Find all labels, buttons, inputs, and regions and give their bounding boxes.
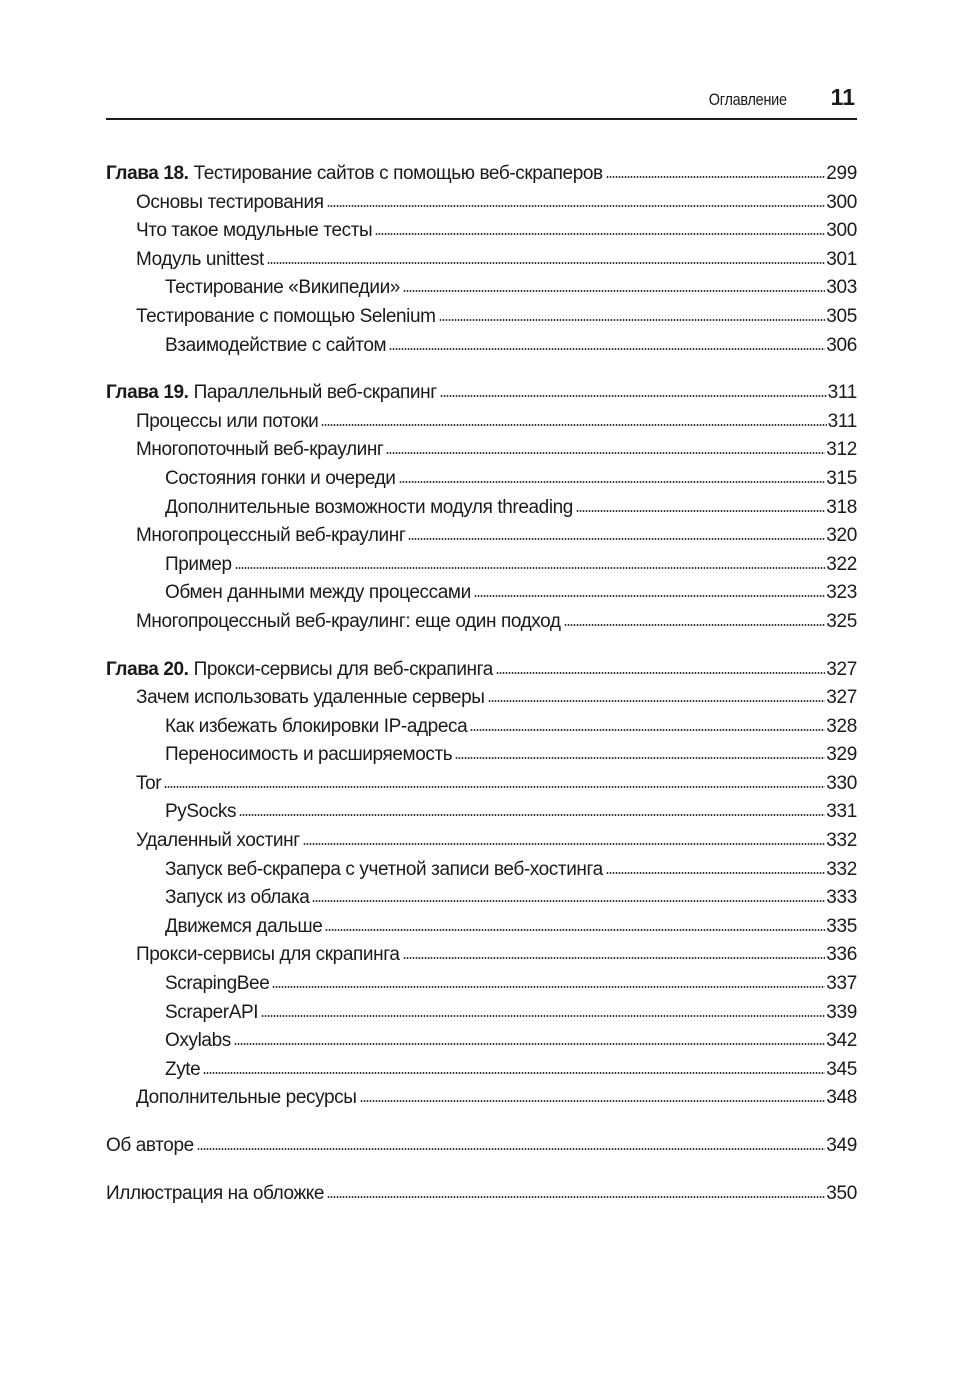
entry-title: Движемся дальше (165, 915, 323, 937)
toc-entry[interactable] (106, 884, 857, 913)
entry-title: Многопоточный веб-краулинг (136, 439, 384, 461)
entry-title: Как избежать блокировки IP-адреса (165, 715, 468, 737)
toc-cover-illustration[interactable] (106, 1180, 857, 1209)
entry-title: Процессы или потоки (136, 410, 319, 432)
entry-title: ScrapingBee (165, 973, 270, 995)
entry-title: Состояния гонки и очереди (165, 467, 396, 489)
toc-entry[interactable] (106, 741, 857, 770)
page-ref: 303 (826, 277, 857, 299)
dot-leader (373, 217, 825, 236)
page-ref: 348 (826, 1087, 857, 1109)
entry-title: Многопроцессный веб-краулинг: еще один подход (136, 610, 561, 632)
dot-leader (323, 913, 825, 932)
toc-entry[interactable] (106, 1056, 857, 1085)
dot-leader (468, 713, 825, 732)
dot-leader (453, 741, 825, 760)
toc-entry[interactable] (106, 713, 857, 742)
toc-entry[interactable] (106, 217, 857, 246)
page-ref: 305 (826, 305, 857, 327)
page-ref: 332 (826, 858, 857, 880)
dot-leader (162, 770, 825, 789)
dot-leader (401, 941, 826, 960)
dot-leader (259, 999, 825, 1018)
page-ref: 312 (826, 439, 857, 461)
dot-leader (604, 160, 825, 179)
toc-chapter-19[interactable] (106, 379, 857, 408)
page-ref: 329 (826, 744, 857, 766)
dot-leader (325, 1180, 825, 1199)
dot-leader (310, 884, 825, 903)
page-ref: 315 (826, 467, 857, 489)
entry-title: Tor (136, 772, 162, 794)
page-ref: 337 (826, 973, 857, 995)
page-ref: 349 (826, 1135, 857, 1156)
header-rule (106, 118, 857, 120)
toc-entry[interactable] (106, 465, 857, 494)
page-number: 11 (830, 84, 855, 110)
dot-leader (574, 494, 825, 513)
toc-entry[interactable] (106, 1027, 857, 1056)
dot-leader (562, 608, 826, 627)
entry-title: Многопроцессный веб-краулинг (136, 525, 406, 547)
entry-title: Пример (165, 553, 232, 575)
toc-entry[interactable] (106, 579, 857, 608)
entry-title: Дополнительные возможности модуля threading (165, 496, 573, 518)
toc-entry[interactable] (106, 770, 857, 799)
dot-leader (486, 684, 826, 703)
entry-title: PySocks (165, 801, 237, 823)
page-ref: 300 (826, 220, 857, 242)
toc-entry[interactable] (106, 970, 857, 999)
page-ref: 331 (826, 801, 857, 823)
entry-title: Об авторе (106, 1135, 194, 1156)
dot-leader (195, 1132, 825, 1151)
entry-title: Zyte (165, 1058, 201, 1080)
page-ref: 330 (826, 772, 857, 794)
toc-entry[interactable] (106, 827, 857, 856)
dot-leader (319, 408, 826, 427)
entry-title: Взаимодействие с сайтом (165, 334, 387, 356)
page-ref: 336 (826, 944, 857, 966)
chapter-number: Глава 18. (106, 163, 189, 184)
page-ref: 350 (826, 1182, 857, 1204)
page-ref: 322 (826, 553, 857, 575)
chapter-title: Прокси-сервисы для веб-скрапинга (193, 658, 493, 680)
dot-leader (270, 970, 825, 989)
entry-title: Запуск из облака (165, 887, 310, 909)
toc-chapter-20[interactable] (106, 656, 857, 685)
toc-entry[interactable] (106, 1084, 857, 1113)
page-ref: 342 (826, 1030, 857, 1052)
dot-leader (265, 246, 825, 265)
section-gap (106, 637, 857, 656)
entry-title: Зачем использовать удаленные серверы (136, 687, 485, 709)
entry-title: Удаленный хостинг (136, 830, 300, 852)
page-ref: 345 (826, 1058, 857, 1080)
page-ref: 311 (827, 410, 857, 432)
toc-chapter-18[interactable] (106, 160, 857, 189)
toc-about-author[interactable] (106, 1132, 857, 1161)
toc-entry[interactable] (106, 684, 857, 713)
entry-title: Обмен данными между процессами (165, 582, 471, 604)
toc-entry[interactable] (106, 274, 857, 303)
toc-entry[interactable] (106, 941, 857, 970)
page-ref: 333 (826, 887, 857, 909)
chapter-title: Тестирование сайтов с помощью веб-скраперов (193, 163, 603, 184)
toc-entry[interactable] (106, 913, 857, 942)
dot-leader (325, 189, 826, 208)
entry-title: Oxylabs (165, 1030, 231, 1052)
page-ref: 318 (826, 496, 857, 518)
chapter-number: Глава 19. (106, 382, 189, 404)
dot-leader (384, 436, 825, 455)
toc-entry[interactable] (106, 332, 857, 361)
dot-leader (494, 656, 825, 675)
entry-title: Прокси-сервисы для скрапинга (136, 944, 400, 966)
toc-entry[interactable] (106, 798, 857, 827)
section-gap (106, 1161, 857, 1180)
page-ref: 328 (826, 715, 857, 737)
toc-entry[interactable] (106, 608, 857, 637)
entry-title: Запуск веб-скрапера с учетной записи веб-хостинга (165, 858, 603, 880)
page-ref: 323 (826, 582, 857, 604)
page-ref: 327 (826, 658, 857, 680)
entry-title: Что такое модульные тесты (136, 220, 373, 242)
dot-leader (438, 379, 827, 398)
chapter-title: Параллельный веб-скрапинг (193, 382, 437, 404)
toc-entry[interactable] (106, 189, 857, 218)
entry-title: Иллюстрация на обложке (106, 1182, 325, 1204)
page-ref: 320 (826, 525, 857, 547)
toc-entry[interactable] (106, 856, 857, 885)
toc-entry[interactable] (106, 303, 857, 332)
entry-title: Модуль unittest (136, 248, 264, 270)
dot-leader (232, 1027, 825, 1046)
dot-leader (201, 1056, 825, 1075)
dot-leader (237, 798, 825, 817)
section-gap (106, 360, 857, 379)
dot-leader (233, 551, 826, 570)
page-ref: 311 (827, 382, 857, 404)
toc-entry[interactable] (106, 551, 857, 580)
page-ref: 327 (826, 687, 857, 709)
toc-entry[interactable] (106, 999, 857, 1028)
dot-leader (358, 1084, 826, 1103)
toc-entry[interactable] (106, 522, 857, 551)
page-ref: 332 (826, 830, 857, 852)
page-ref: 325 (826, 610, 857, 632)
dot-leader (604, 856, 825, 875)
dot-leader (387, 332, 825, 351)
dot-leader (301, 827, 825, 846)
chapter-number: Глава 20. (106, 658, 189, 680)
section-gap (106, 1113, 857, 1132)
entry-title: Основы тестирования (136, 191, 324, 213)
dot-leader (437, 303, 826, 322)
page-ref: 300 (826, 191, 857, 213)
page-ref: 301 (826, 248, 857, 270)
entry-title: Переносимость и расширяемость (165, 744, 453, 766)
page-ref: 339 (826, 1001, 857, 1023)
table-of-contents (106, 160, 857, 1208)
page-ref: 335 (826, 915, 857, 937)
page-ref: 306 (826, 334, 857, 356)
dot-leader (397, 465, 826, 484)
toc-entry[interactable] (106, 436, 857, 465)
toc-entry[interactable] (106, 408, 857, 437)
dot-leader (406, 522, 825, 541)
toc-entry[interactable] (106, 246, 857, 275)
toc-entry[interactable] (106, 494, 857, 523)
running-header (106, 84, 857, 118)
page-ref: 299 (826, 163, 857, 184)
entry-title: Тестирование «Википедии» (165, 277, 400, 299)
running-header-title: Оглавление (708, 90, 787, 109)
dot-leader (401, 274, 825, 293)
dot-leader (472, 579, 825, 598)
entry-title: Дополнительные ресурсы (136, 1087, 357, 1109)
entry-title: Тестирование с помощью Selenium (136, 305, 436, 327)
entry-title: ScraperAPI (165, 1001, 259, 1023)
